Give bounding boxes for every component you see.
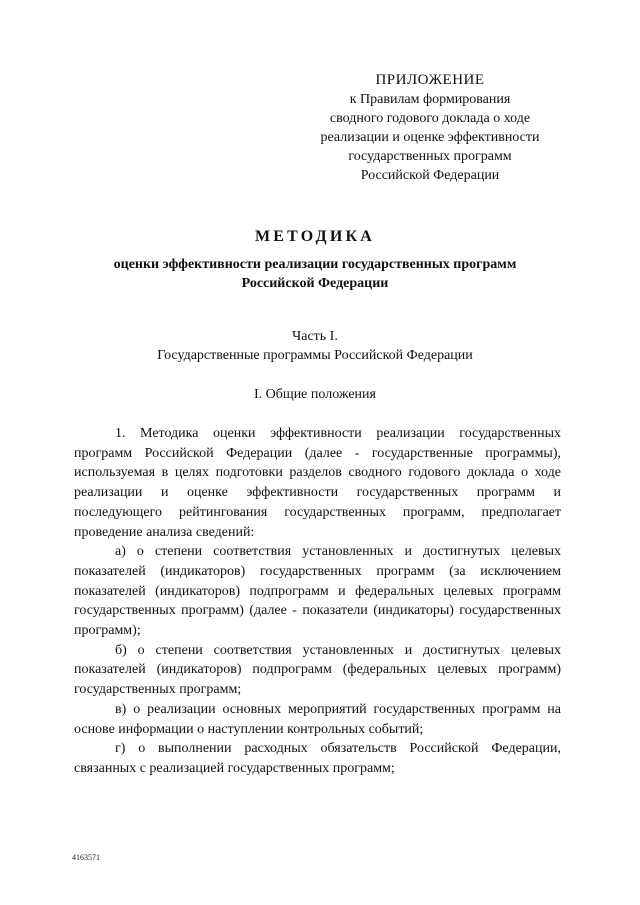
document-subtitle-line: оценки эффективности реализации государственных программ bbox=[113, 257, 517, 272]
appendix-line: к Правилам формирования bbox=[349, 92, 511, 107]
section-heading: I. Общие положения bbox=[254, 387, 376, 402]
part-heading bbox=[60, 327, 570, 365]
paragraph: в) о реализации основных мероприятий государственных программ на основе информации о наступлении контрольных событий; bbox=[74, 701, 561, 737]
body-text bbox=[74, 424, 561, 779]
appendix-line: Российской Федерации bbox=[360, 168, 500, 183]
appendix-line: государственных программ bbox=[348, 149, 512, 164]
document-code: 4163571 bbox=[72, 853, 100, 862]
appendix-title: ПРИЛОЖЕНИЕ bbox=[375, 72, 485, 88]
document-title: МЕТОДИКА bbox=[254, 228, 376, 245]
document-subtitle-line: Российской Федерации bbox=[241, 276, 389, 291]
paragraph: б) о степени соответствия установленных и достигнутых целевых показателей (индикаторов) подпрограмм (федеральных целевых программ) государственных программ; bbox=[74, 642, 561, 698]
paragraph: г) о выполнении расходных обязательств Российской Федерации, связанных с реализацией государственных программ; bbox=[74, 741, 561, 776]
appendix-line: сводного годового доклада о ходе bbox=[329, 111, 531, 126]
document-subtitle bbox=[60, 255, 570, 293]
part-title: Государственные программы Российской Федерации bbox=[157, 348, 473, 363]
paragraph: 1. Методика оценки эффективности реализации государственных программ Российской Федерации (далее - государственные программы), используемая в целях подготовки разделов сводного годового доклада о ходе реализации и оценке эффективности государственных программ и последующего рейтингования государственных программ, предполагает проведение анализа сведений: bbox=[74, 426, 561, 540]
appendix-block bbox=[300, 71, 560, 185]
appendix-line: реализации и оценке эффективности bbox=[320, 130, 540, 145]
paragraph: а) о степени соответствия установленных и достигнутых целевых показателей (индикаторов) государственных программ (за исключением показателей (индикаторов) подпрограмм и федеральных целевых программ государственных программ) (далее - показатели (индикаторы) государственных программ); bbox=[74, 544, 561, 639]
part-number: Часть I. bbox=[292, 329, 338, 344]
